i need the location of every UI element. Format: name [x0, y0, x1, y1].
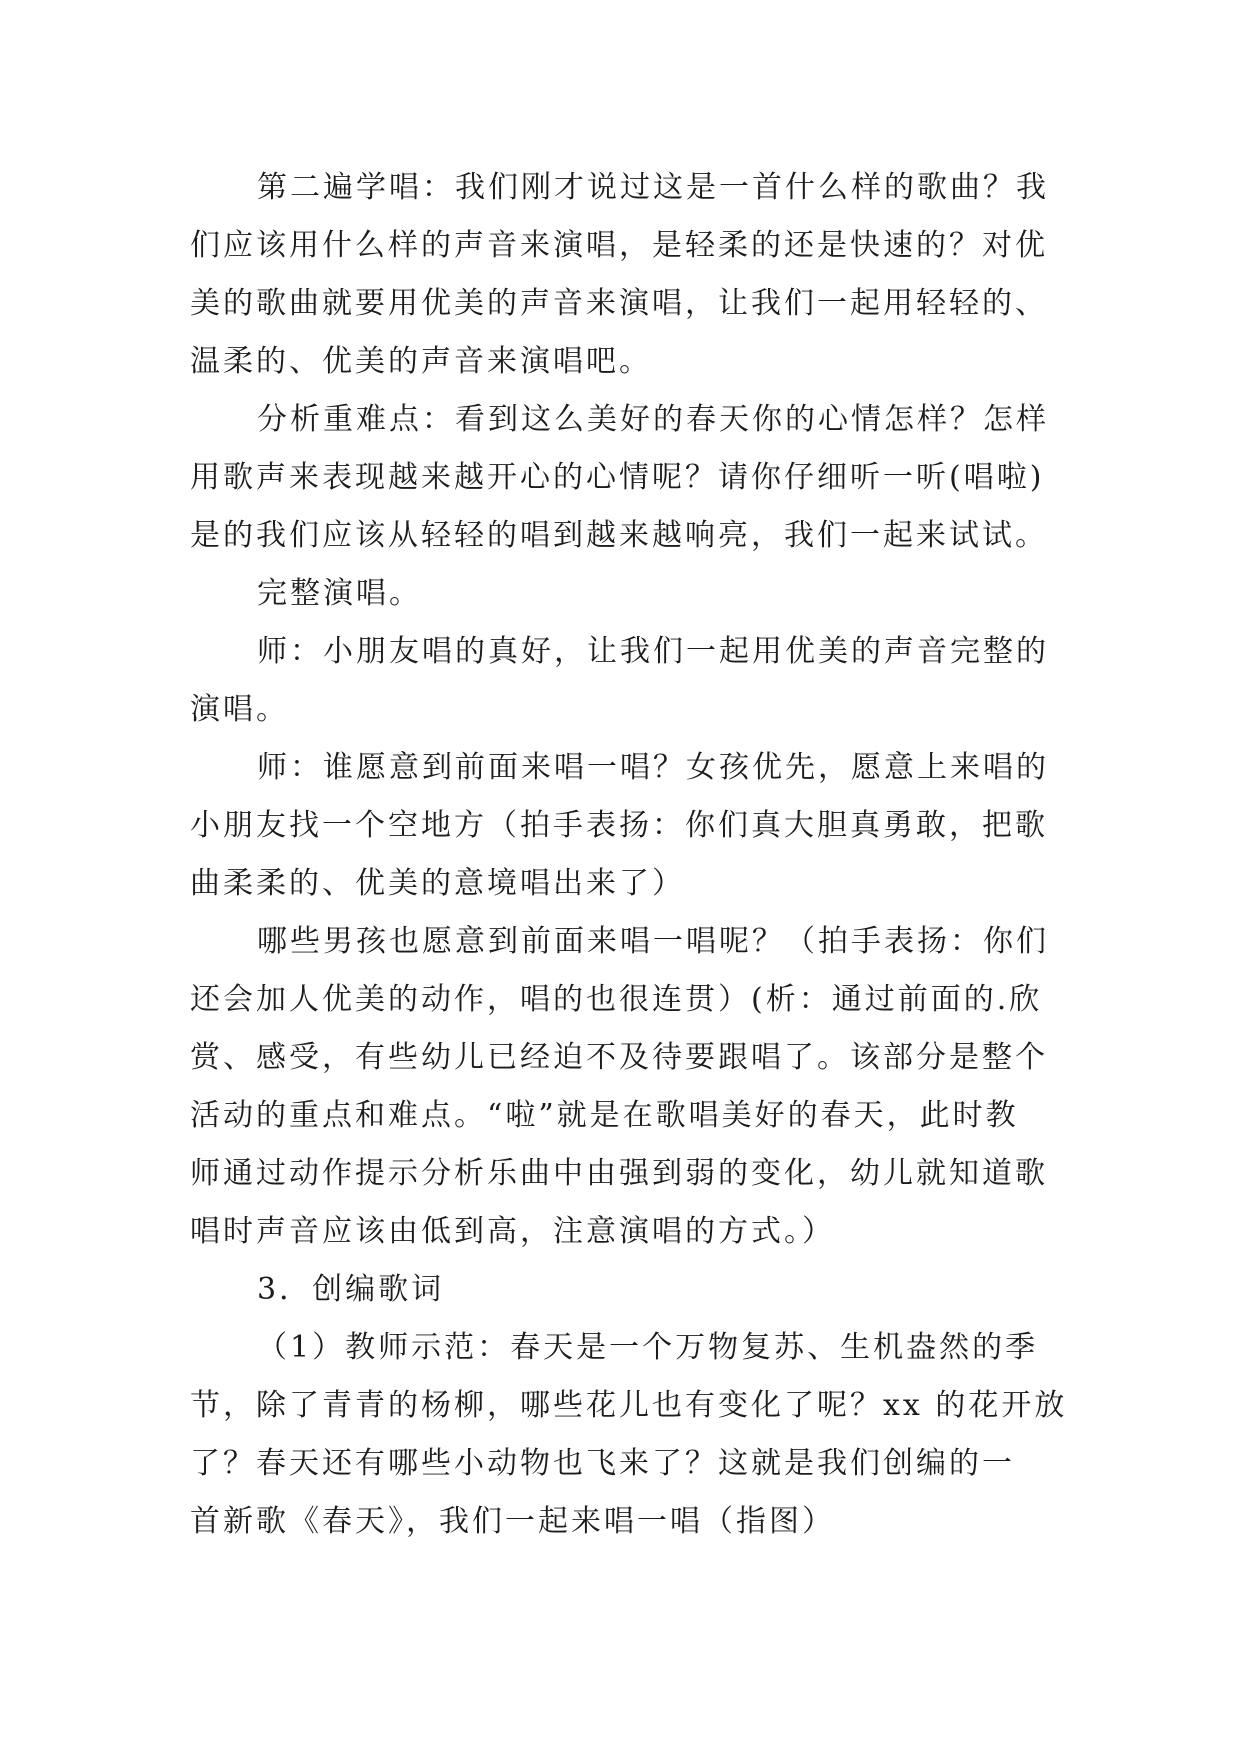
text-line: 还会加人优美的动作，唱的也很连贯）(析：通过前面的.欣: [190, 982, 1043, 1017]
text-line: 赏、感受，有些幼儿已经迫不及待要跟唱了。该部分是整个: [190, 1040, 1048, 1075]
text-line: 师：小朋友唱的真好，让我们一起用优美的声音完整的: [257, 634, 1049, 669]
section-heading-lyrics: [190, 1261, 1070, 1319]
text-line: （1）教师示范：春天是一个万物复苏、生机盎然的季: [257, 1330, 1039, 1365]
paragraph-key-difficulties: [190, 391, 1070, 565]
text-line: 首新歌《春天》，我们一起来唱一唱（指图）: [190, 1504, 835, 1539]
paragraph-second-singing: [190, 159, 1070, 391]
text-line: 们应该用什么样的声音来演唱，是轻柔的还是快速的？对优: [190, 228, 1048, 263]
text-line: 演唱。: [190, 692, 289, 727]
text-line: 第二遍学唱：我们刚才说过这是一首什么样的歌曲？我: [257, 170, 1049, 205]
text-line: 完整演唱。: [257, 576, 422, 611]
paragraph-teacher-praise: [190, 623, 1070, 739]
paragraph-complete-singing: [190, 565, 1070, 623]
text-line: 了？春天还有哪些小动物也飞来了？这就是我们创编的一: [190, 1446, 1015, 1481]
text-line: 用歌声来表现越来越开心的心情呢？请你仔细听一听(唱啦): [190, 460, 1045, 495]
paragraph-girls-first: [190, 739, 1070, 913]
text-line: 是的我们应该从轻轻的唱到越来越响亮，我们一起来试试。: [190, 518, 1048, 553]
text-line: 小朋友找一个空地方（拍手表扬：你们真大胆真勇敢，把歌: [190, 808, 1048, 843]
text-line: 美的歌曲就要用优美的声音来演唱，让我们一起用轻轻的、: [190, 286, 1048, 321]
section-heading: 3．创编歌词: [257, 1272, 445, 1307]
paragraph-boys-singing: [190, 913, 1070, 1261]
text-line: 师：谁愿意到前面来唱一唱？女孩优先，愿意上来唱的: [257, 750, 1049, 785]
paragraph-teacher-demo: [190, 1319, 1070, 1551]
document-body: [190, 159, 1070, 1551]
text-line: 唱时声音应该由低到高，注意演唱的方式。）: [190, 1214, 835, 1249]
text-line: 哪些男孩也愿意到前面来唱一唱呢？（拍手表扬：你们: [257, 924, 1049, 959]
text-line: 温柔的、优美的声音来演唱吧。: [190, 344, 652, 379]
text-line: 活动的重点和难点。“啦”就是在歌唱美好的春天，此时教: [190, 1098, 1019, 1133]
text-line: 分析重难点：看到这么美好的春天你的心情怎样？怎样: [257, 402, 1049, 437]
text-line: 师通过动作提示分析乐曲中由强到弱的变化，幼儿就知道歌: [190, 1156, 1048, 1191]
text-line: 曲柔柔的、优美的意境唱出来了）: [190, 866, 685, 901]
text-line: 节，除了青青的杨柳，哪些花儿也有变化了呢？xx 的花开放: [190, 1388, 1068, 1423]
